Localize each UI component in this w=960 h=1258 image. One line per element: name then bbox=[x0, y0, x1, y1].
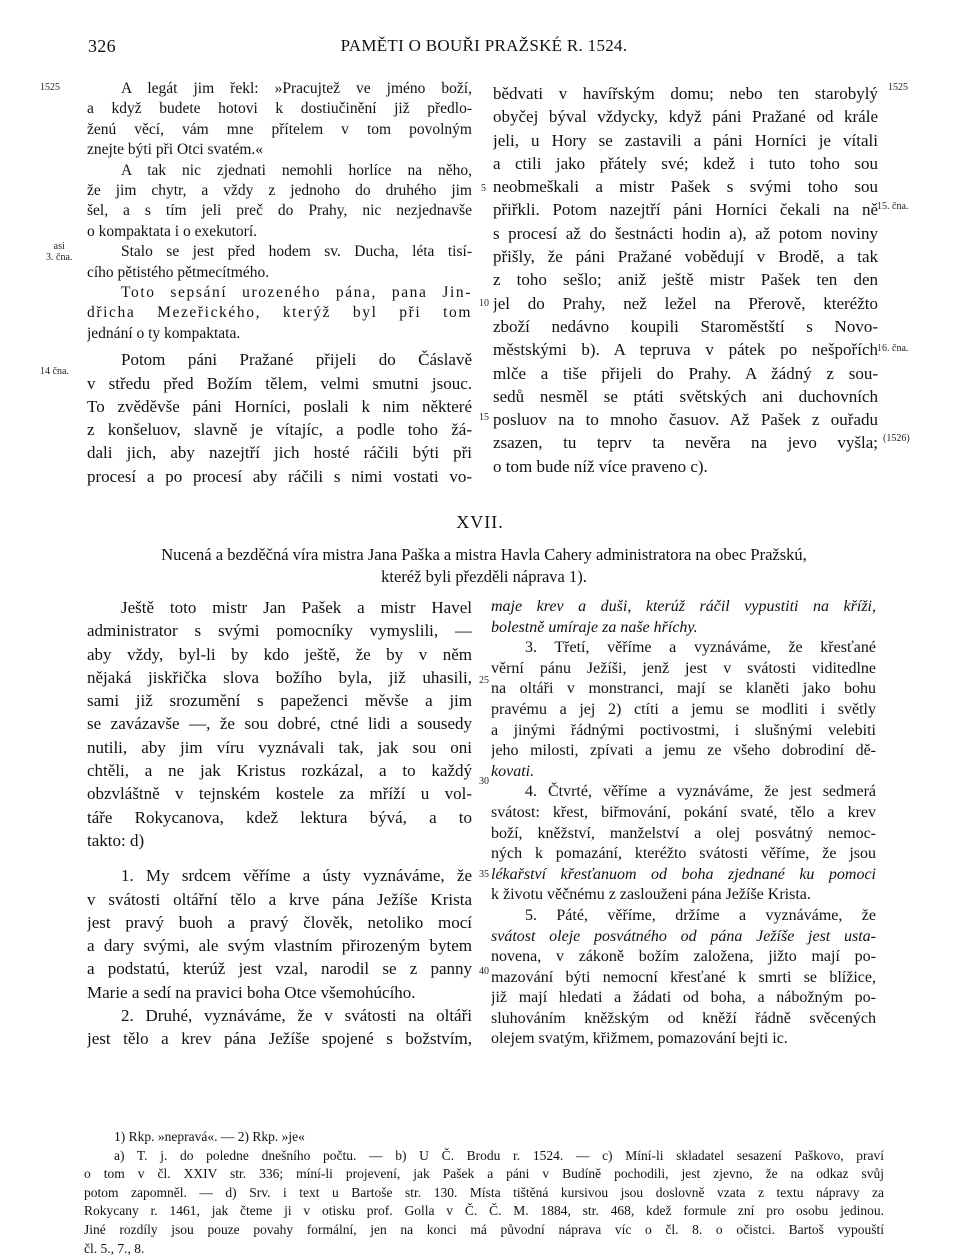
text-line: administrator s svými pomocníky vymyslili, — bbox=[87, 621, 472, 641]
text-line: již mají hledati a žádati od boha, a nábožným po- bbox=[491, 989, 876, 1007]
text-line: svátost: křest, biřmování, pokání svaté, tělo a krev bbox=[491, 803, 876, 821]
margin-date-right-2: 16. čna. bbox=[877, 343, 909, 354]
text-line: neobmeškali a mistr Pašek s svými toho sou bbox=[493, 177, 878, 197]
text-line: mlče a tiše přijeli do Prahy. A žádný z sou- bbox=[493, 363, 878, 383]
text-line: mazování býti nemocní křesťané k smrti se blížice, bbox=[491, 968, 876, 986]
text-line: a jinými řádnými poctivostmi, i slušnými velebiti bbox=[491, 721, 876, 739]
margin-year-left: 1525 bbox=[40, 82, 60, 93]
text-line: přiřkli. Potom nazejtří páni Horníci čekali na ně bbox=[493, 200, 878, 220]
margin-date-right-1: 15. čna. bbox=[877, 201, 909, 212]
text-line: ných k pomazání, kteréžto svátosti věříme, že jsou bbox=[491, 845, 876, 863]
text-line: pravému a jej 2) ctíti a jemu se modliti i světly bbox=[491, 700, 876, 718]
line-number-5: 5 bbox=[481, 183, 486, 194]
text-line: jest tělo a krev pána Ježíše spojené s božstvím, bbox=[87, 1029, 472, 1049]
text-line: jednání o ty kompaktata. bbox=[87, 324, 241, 342]
text-line: věrní pánu Ježíši, jenž jest v svátosti viditedlne bbox=[491, 659, 876, 677]
text-line: k životu věčnému z zaslouženi pána Ježíše Krista. bbox=[491, 886, 811, 904]
bottom-right-column bbox=[491, 597, 876, 1050]
text-line: Marie a sedí na pravici boha Otce všemohúcího. bbox=[87, 982, 416, 1002]
text-line: olejem svatým, křižmem, pomazování bejti ic. bbox=[491, 1030, 788, 1048]
text-line: bědvati v havířským domu; nebo ten starobylý bbox=[493, 84, 878, 103]
text-line: svátost oleje posvátného od pána Ježíše jest usta- bbox=[491, 927, 876, 945]
text-line: dřicha Mezeřického, kterýž byl při tom bbox=[87, 304, 472, 322]
margin-date-left-1: asi 3. čna. bbox=[46, 241, 73, 263]
footnote-line: 1) Rkp. »nepravá«. — 2) Rkp. »je« bbox=[114, 1129, 305, 1144]
text-line: o tom bude níž více praveno c). bbox=[493, 456, 708, 476]
text-line: a dary svými, ale svým vlastním přirozeným bytem bbox=[87, 936, 472, 956]
top-left-column bbox=[87, 79, 472, 488]
text-line: ženú věcí, vám mne přítelem v tom povolným bbox=[87, 120, 472, 138]
text-line: nějaká jiskřička slova božího byla, již uhasili, bbox=[87, 667, 472, 687]
text-line: procesí a po procesí aby ráčili s nimi vostati vo- bbox=[87, 466, 472, 486]
footnote-line: čl. 5., 7., 8. bbox=[84, 1240, 145, 1256]
text-line: nutili, aby jim víru vyznávali tak, jak sou oni bbox=[87, 737, 472, 757]
text-line: a ctili jako přátely své; kdež i tuto toho sou bbox=[493, 153, 878, 173]
text-line: obzvláštně v tejnském kostele za mříží u vol- bbox=[87, 784, 472, 804]
text-line: s procesí až do šestnácti hodin a), až potom noviny bbox=[493, 223, 878, 243]
text-line: 2. Druhé, vyznáváme, že v svátosti na oltáři bbox=[121, 1006, 472, 1026]
text-line: Stalo se jest před hodem sv. Ducha, léta tisí- bbox=[121, 243, 472, 261]
chapter-title bbox=[84, 544, 884, 588]
text-line: A tak nic zjednati nemohli horlíce na něho, bbox=[121, 161, 472, 179]
chapter-number: XVII. bbox=[456, 512, 504, 532]
margin-date-right-3: (1526) bbox=[883, 433, 910, 444]
text-line: sluhováním kněžským od kněží řádně svěcených bbox=[491, 1009, 876, 1027]
text-line: z toho sešlo; aniž ještě mistr Pašek ten den bbox=[493, 270, 878, 290]
text-line: kovati. bbox=[491, 762, 535, 780]
text-line: městskými b). A tepruva v pátek po nešpořích bbox=[493, 340, 878, 360]
text-line: sami již srozumění s papeženci měvše a jim bbox=[87, 691, 472, 711]
text-line: chtěli, a ne jak Kristus rozkázal, a to každý bbox=[87, 761, 472, 781]
text-line: jest pravý buoh a pravý člověk, netoliko mocí bbox=[87, 912, 472, 932]
line-number-10: 10 bbox=[479, 298, 489, 309]
footnotes bbox=[84, 1128, 884, 1258]
text-line: dali jich, aby nazejtří jich hosté ráčili býti při bbox=[87, 443, 472, 463]
line-number-40: 40 bbox=[479, 966, 489, 977]
text-line: boží, kněžství, manželství a olej posvátný nemoc- bbox=[491, 824, 876, 842]
text-line: jeli, u Hory se zastavili a páni Horníci je vítali bbox=[493, 130, 878, 150]
text-line: a když budete hotovi k dostiučinění již předlo- bbox=[87, 100, 472, 118]
text-line: lékařství křesťanuom od boha zjednané ku pomoci bbox=[491, 865, 876, 883]
running-title: PAMĚTI O BOUŘI PRAŽSKÉ R. 1524. bbox=[340, 36, 628, 55]
text-line: přišly, že páni Pražané vobědují v Brodě, a tak bbox=[493, 247, 878, 267]
page-header bbox=[84, 36, 884, 60]
text-line: na oltáři v monstranci, mají se klaněti jako bohu bbox=[491, 680, 876, 698]
chapter-title-line-2: kteréž byli přezděli náprava 1). bbox=[381, 567, 587, 586]
footnote-line: Jiné rozdíly jsou pouze povahy formální, jen na konci má původní náprava víc o čl. 8. o očistci. Bartoš vypouští bbox=[84, 1221, 884, 1237]
text-line: 3. Třetí, věříme a vyznáváme, že křesťané bbox=[525, 639, 876, 657]
text-line: o kompaktata i o exekutorí. bbox=[87, 222, 258, 240]
text-line: aby vždy, byl-li by kdo ještě, že by v něm bbox=[87, 644, 472, 664]
line-number-35: 35 bbox=[479, 869, 489, 880]
text-line: obyčej býval vždycky, když páni Pražané od krále bbox=[493, 107, 878, 127]
text-line: a podstatú, kterúž jest vzal, narodil se z panny bbox=[87, 959, 472, 979]
text-line: bolestně umíraje za naše hříchy. bbox=[491, 618, 698, 636]
text-line: cího pětistého pětmecítmého. bbox=[87, 263, 270, 281]
text-line: zsazen, tu teprv ta nevěra na jevo vyšla; bbox=[493, 433, 878, 453]
margin-year-right: 1525 bbox=[888, 82, 908, 93]
footnote-line: a) T. j. do poledne dnešního počtu. — b) U Č. Brodu r. 1524. — c) Míní-li skladatel sesazení Paškovo, praví bbox=[114, 1147, 884, 1163]
line-number-25: 25 bbox=[479, 675, 489, 686]
text-line: v svátosti oltářní tělo a krve pána Ježíše Krista bbox=[87, 889, 472, 909]
text-line: z konšeluov, slavně je vítajíc, a podle toho žá- bbox=[87, 420, 472, 440]
text-line: takto: d) bbox=[87, 830, 145, 850]
text-line: šel, a s tím jeli preč do Prahy, nic nezjednavše bbox=[87, 202, 472, 220]
text-line: To zvěděvše páni Horníci, poslali k nim některé bbox=[87, 396, 472, 416]
top-right-column bbox=[493, 82, 878, 478]
text-line: se zavázavše —, že sou dobré, ctné lidi a sousedy bbox=[87, 714, 472, 734]
footnote-line: potom zapomněl. — d) Srv. i text u Bartoše str. 130. Místa tištěná kursivou jsou doslovně vzata z textu nápravy za bbox=[84, 1184, 884, 1200]
text-line: maje krev a duši, kterúž ráčil vypustiti na kříži, bbox=[491, 598, 876, 615]
text-line: znejte býti při Otci svatém.« bbox=[87, 141, 264, 159]
footnote-line: Rokycany r. 1461, jak čteme ji v otisku prof. Golla v Č. Č. M. 1884, str. 468, kdež formule zní pro osobu jedinou. bbox=[84, 1203, 884, 1219]
text-line: 5. Páté, věříme, držíme a vyznáváme, že bbox=[525, 906, 876, 924]
margin-date-left-2: 14 čna. bbox=[40, 366, 69, 377]
line-number-30: 30 bbox=[479, 776, 489, 787]
text-line: jel do Prahy, než ležel na Přerově, kteréžto bbox=[493, 293, 878, 313]
text-line: A legát jim řekl: »Pracujtež ve jméno boží, bbox=[121, 80, 472, 97]
page-number: 326 bbox=[88, 36, 116, 56]
text-line: sedů nesměl se ptáti světských ani duchovních bbox=[493, 386, 878, 406]
text-line: Potom páni Pražané přijeli do Čáslavě bbox=[121, 350, 472, 370]
text-line: novena, v zákoně božím založena, jižto mají po- bbox=[491, 948, 876, 966]
footnote-line: o tom v čl. XXIV str. 336; míní-li projevení, jak Pašek a páni v Budíně pochodili, jest zjevno, že na odkaz svůj bbox=[84, 1166, 884, 1182]
chapter-title-line-1: Nucená a bezděčná víra mistra Jana Paška a mistra Havla Cahery administratora na obec Pražskú, bbox=[161, 545, 807, 564]
text-line: Toto sepsání urozeného pána, pana Jin- bbox=[121, 284, 472, 302]
text-line: jeho milosti, zpívati a jemu ze všeho dobrodiní dě- bbox=[491, 742, 876, 760]
text-line: v středu před Božím tělem, velmi smutni jsouc. bbox=[87, 373, 472, 393]
line-number-15: 15 bbox=[479, 412, 489, 423]
text-line: zboží nedávno koupili Staroměstští s Novo- bbox=[493, 316, 878, 336]
text-line: že jim chytr, a vždy z jednoho do druhého jim bbox=[87, 182, 472, 200]
text-line: táře Rokycanova, kdež lektura bývá, a to bbox=[87, 807, 472, 827]
bottom-left-column bbox=[87, 596, 472, 1051]
text-line: Ještě toto mistr Jan Pašek a mistr Havel bbox=[121, 598, 472, 617]
text-line: 4. Čtvrté, věříme a vyznáváme, že jest sedmerá bbox=[525, 783, 876, 801]
text-line: 1. My srdcem věříme a ústy vyznáváme, že bbox=[121, 866, 472, 886]
text-line: posluov na to mnoho časuov. Až Pašek z ouřadu bbox=[493, 410, 878, 430]
